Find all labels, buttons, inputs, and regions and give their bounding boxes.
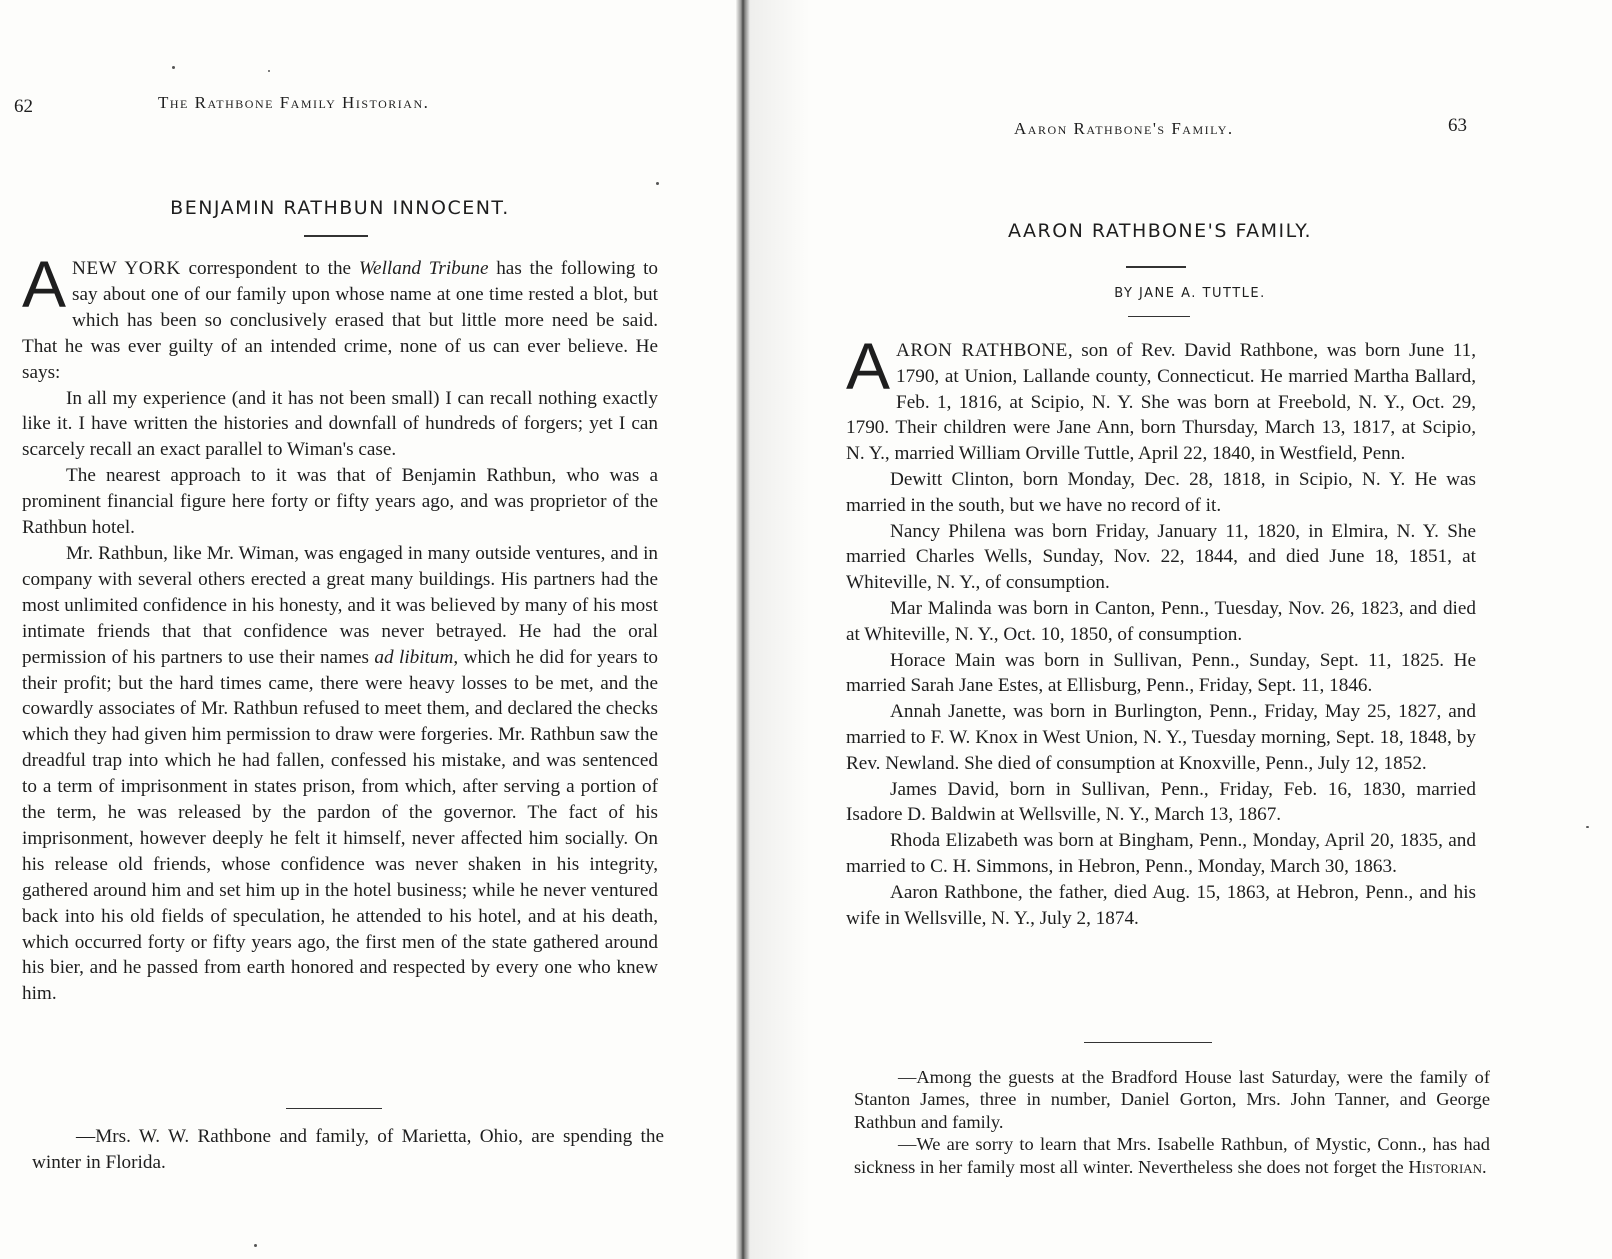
title-rule [1126,266,1186,268]
family-entry: James David, born in Sullivan, Penn., Friday, Feb. 16, 1830, married Isadore D. Baldwin at Wellsville, N. Y., March 13, 1867. [846,778,1476,826]
page-number: 62 [14,96,33,117]
article-title: AARON RATHBONE'S FAMILY. [1007,220,1312,242]
note-paragraph: —Mrs. W. W. Rathbone and family, of Marietta, Ohio, are spending the winter in Florida. [32,1126,664,1173]
quote-paragraph: In all my experience (and it has not been small) I can recall nothing exactly like it. I have written the histories and downfall of hundreds of forgers; yet I can scarcely recall an exact parallel to Wiman's case. [22,387,658,461]
running-head: Aaron Rathbone's Family. [1014,119,1234,138]
lead-caps: ARON RATHBONE [896,340,1068,361]
latin-phrase: ad libitum [374,646,454,668]
section-rule [286,1108,382,1109]
left-page [0,0,736,1259]
scan-speck [254,1244,257,1247]
family-entry: Horace Main was born in Sullivan, Penn., Sunday, Sept. 11, 1825. He married Sarah Jane Estes, at Ellisburg, Penn., Friday, Sept. 11, 1846. [846,649,1476,697]
lead-text-continued: has the following to say about one of our family upon whose name at one time rested a blot, but which has been so conclusively erased that but little more need be said. That he was ever guilty of an intended crime, none of us can ever believe. He says: [22,258,659,383]
title-rule [304,235,368,237]
right-page [750,0,1612,1259]
family-entry: Annah Janette, was born in Burlington, Penn., Friday, May 25, 1827, and married to F. W. Knox in West Union, N. Y., Tuesday morning, Sept. 18, 1848, by Rev. Newland. She died of consumption at Knoxville, Penn., July 12, 1852. [846,701,1476,774]
note-paragraph [854,1133,1490,1178]
lead-text: , son of Rev. David Rathbone, was born June 11, 1790, at Union, Lallande county, Connecticut. He married Martha Ballard, Feb. 1, 1816, at Scipio, N. Y. She was born at Freebold, N. Y., Oct. 29, 1790. Their children were Jane Ann, born Thursday, March 13, 1817, at Scipio, N. Y., married William Orville Tuttle, April 22, 1840, in Westfield, Penn. [846,340,1476,465]
article-title: BENJAMIN RATHBUN INNOCENT. [170,197,510,219]
drop-cap: A [22,247,67,321]
historian-caps: Historian. [1408,1156,1487,1177]
scan-speck [268,70,270,72]
page-number: 63 [1448,115,1467,136]
drop-cap: A [846,329,891,403]
news-notes [854,1066,1490,1178]
article-body [846,329,1476,931]
section-rule [1084,1042,1212,1043]
scan-speck [1586,826,1589,828]
family-entry: Nancy Philena was born Friday, January 11, 1820, in Elmira, N. Y. She married Charles Wells, Sunday, Nov. 22, 1844, and died June 18, 1851, at Whiteville, N. Y., of consumption. [846,520,1476,594]
scan-speck [656,182,659,185]
family-entry: Aaron Rathbone, the father, died Aug. 15, 1863, at Hebron, Penn., and his wife in Wellsville, N. Y., July 2, 1874. [846,881,1476,929]
note-text: —We are sorry to learn that Mrs. Isabelle Rathbun, of Mystic, Conn., has had sickness in her family most all winter. Nevertheless she does not forget the [854,1134,1490,1177]
quote-paragraph [22,541,658,1007]
note-paragraph: —Among the guests at the Bradford House last Saturday, were the family of Stanton James, three in number, Daniel Gorton, Mrs. John Tanner, and George Rathbun and family. [854,1067,1490,1132]
byline-rule [1128,316,1190,317]
newspaper-name: Welland Tribune [358,258,489,279]
family-entry: Mar Malinda was born in Canton, Penn., Tuesday, Nov. 26, 1823, and died at Whiteville, N. Y., Oct. 10, 1850, of consumption. [846,597,1476,645]
quote-paragraph: The nearest approach to it was that of Benjamin Rathbun, who was a prominent financial figure here forty or fifty years ago, and was proprietor of the Rathbun hotel. [22,465,658,539]
paragraph-text: Mr. Rathbun, like Mr. Wiman, was engaged in many outside ventures, and in company with several others erected a great many buildings. His partners had the most unlimited confidence in his honesty, and it was believed by many of his most intimate friends that that confidence was never betrayed. He had the oral permission of his partners to use their names [22,542,658,668]
news-note [32,1124,664,1176]
paragraph-text-continued: , which he did for years to their profit; but the hard times came, there were heavy losses to be met, and the cowardly associates of Mr. Rathbun refused to meet them, and declared the checks which they had given him permission to draw were forgeries. Mr. Rathbun saw the dreadful trap into which he had fallen, confessed his mistake, and was sentenced to a term of imprisonment in states prison, from which, after serving a portion of the term, he was released by the pardon of the governor. The fact of his imprisonment, however deeply he felt it himself, never affected him socially. On his release old friends, whose confidence was never shaken in his integrity, gathered around him and set him up in the hotel business; while he never ventured back into his old fields of speculation, he attended to his hotel, and at his death, which occurred forty or fifty years ago, the first men of the state gathered around his bier, and he passed from earth honored and respected by every one who knew him. [22,646,658,1005]
lead-text: correspondent to the [180,258,359,279]
lead-caps: NEW YORK [72,258,181,279]
running-head: The Rathbone Family Historian. [158,93,430,112]
book-gutter [736,0,750,1259]
family-entry: Dewitt Clinton, born Monday, Dec. 28, 1818, in Scipio, N. Y. He was married in the south, but we have no record of it. [846,468,1476,516]
scan-speck [172,66,175,69]
byline: BY JANE A. TUTTLE. [1114,286,1266,301]
lead-paragraph [846,329,1476,467]
lead-paragraph [22,247,659,386]
family-entry: Rhoda Elizabeth was born at Bingham, Penn., Monday, April 20, 1835, and married to C. H. Simmons, in Hebron, Penn., Monday, March 30, 1863. [846,830,1476,877]
article-body [22,247,659,1007]
